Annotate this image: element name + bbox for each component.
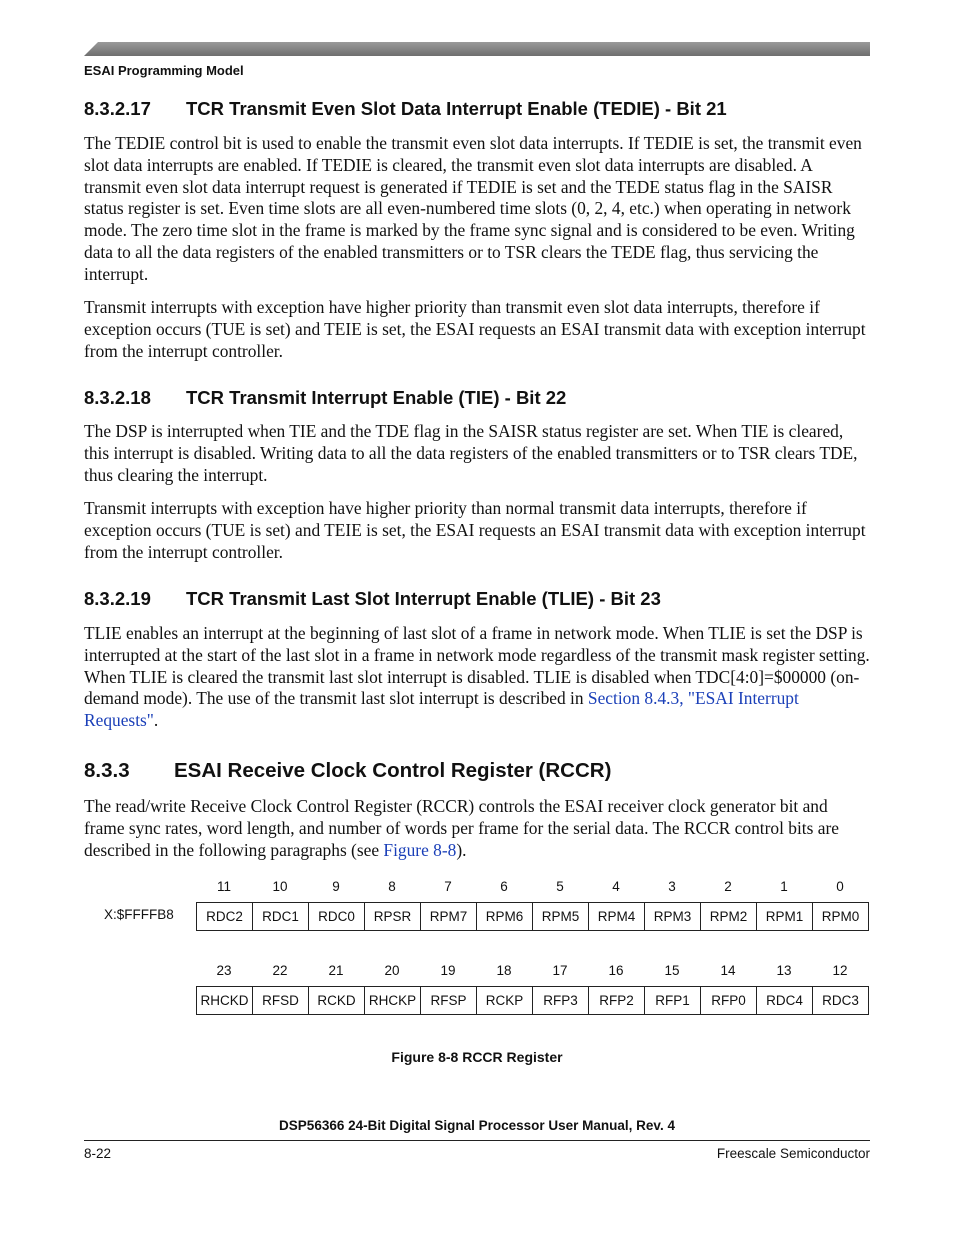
footer-title: DSP56366 24-Bit Digital Signal Processor User Manual, Rev. 4: [279, 1118, 675, 1133]
bit-number: 10: [272, 879, 288, 894]
register-bit-cell: RFP2: [589, 987, 645, 1014]
section-heading-tedie: [84, 98, 727, 120]
page-number: 8-22: [84, 1146, 112, 1161]
register-bit-cell: RDC0: [309, 903, 365, 930]
bit-number: 9: [332, 879, 340, 894]
paragraph: [84, 796, 870, 861]
bit-number: 20: [384, 963, 400, 978]
bit-number: 2: [724, 879, 732, 894]
register-bit-cell: RDC3: [822, 993, 859, 1008]
register-bit-cell: RFP3: [533, 987, 589, 1014]
register-bit-cell: RPM2: [701, 903, 757, 930]
register-bit-cell: RCKD: [309, 987, 365, 1014]
register-bit-cell: RDC2: [197, 903, 253, 930]
register-bit-cell: RFP1: [645, 987, 701, 1014]
register-row-high: [196, 986, 869, 1015]
paragraph: Transmit interrupts with exception have higher priority than normal transmit data interrupts, therefore if exception occurs (TUE is set) and TEIE is set, the ESAI requests an ESAI transmit data with exception interrupt from the interrupt controller.: [84, 498, 866, 562]
bit-number: 4: [612, 879, 620, 894]
section-title: TCR Transmit Even Slot Data Interrupt Enable (TEDIE) - Bit 21: [186, 98, 727, 119]
company-name: Freescale Semiconductor: [716, 1146, 870, 1161]
bit-number: 8: [388, 879, 396, 894]
register-bit-cell: RPM7: [421, 903, 477, 930]
figure-caption: Figure 8-8 RCCR Register: [391, 1049, 563, 1065]
section-number: 8.3.3: [84, 759, 130, 782]
register-bit-cell: RHCKD: [197, 987, 253, 1014]
bit-number: 13: [776, 963, 792, 978]
paragraph-text: The read/write Receive Clock Control Register (RCCR) controls the ESAI receiver clock generator bit and frame sync rates, word length, and number of words per frame for the serial data. The RCCR control bits are described in the following paragraphs (see: [84, 796, 839, 860]
bit-number: 1: [780, 879, 788, 894]
section-title: TCR Transmit Last Slot Interrupt Enable (TLIE) - Bit 23: [186, 588, 661, 609]
register-bit-cell: RPM1: [757, 903, 813, 930]
section-heading-tie: [84, 387, 566, 409]
register-address-label: X:$FFFFB8: [104, 907, 174, 922]
bit-number: 16: [608, 963, 624, 978]
register-bit-cell: RPM6: [477, 903, 533, 930]
bit-number: 5: [556, 879, 564, 894]
register-bit-cell: RDC1: [253, 903, 309, 930]
figure-link[interactable]: Figure 8-8: [383, 839, 457, 860]
bit-number: 3: [668, 879, 676, 894]
paragraph-end: ).: [456, 839, 467, 860]
paragraph-text: TLIE enables an interrupt at the beginning of last slot of a frame in network mode. When TLIE is set the DSP is interrupted at the start of the last slot in a frame in network mode regardless of the transmit mask register setting. When TLIE is cleared the transmit last slot interrupt is disabled. TLIE is disabled when TDC[4:0]=$00000 (on-demand mode). The use of the transmit last slot interrupt is described in: [84, 623, 870, 709]
bit-number: 21: [328, 963, 344, 978]
register-row-low: [196, 902, 869, 931]
section-heading-rccr: [84, 759, 611, 783]
bit-number: 19: [440, 963, 456, 978]
bit-number: 7: [444, 879, 452, 894]
bit-number: 11: [216, 879, 231, 894]
bit-number: 0: [836, 879, 844, 894]
paragraph: Transmit interrupts with exception have higher priority than transmit even slot data interrupts, therefore if exception occurs (TUE is set) and TEIE is set, the ESAI requests an ESAI transmit data with exception interrupt from the interrupt controller.: [84, 297, 866, 361]
section-number: 8.3.2.17: [84, 98, 151, 119]
section-title: ESAI Receive Clock Control Register (RCCR): [174, 759, 612, 782]
bit-number: 22: [272, 963, 288, 978]
section-number: 8.3.2.19: [84, 588, 151, 609]
bit-number: 12: [832, 963, 848, 978]
bit-number: 18: [496, 963, 512, 978]
register-bit-cell: RPM3: [645, 903, 701, 930]
register-bit-cell: RHCKP: [365, 987, 421, 1014]
bit-number: 17: [552, 963, 568, 978]
register-bit-cell: RFSD: [253, 987, 309, 1014]
running-head: ESAI Programming Model: [84, 63, 244, 78]
register-bit-cell: RCKP: [477, 987, 533, 1014]
section-title: TCR Transmit Interrupt Enable (TIE) - Bit 22: [186, 387, 567, 408]
section-link[interactable]: Section 8.4.3, "ESAI Interrupt Requests": [84, 688, 799, 731]
paragraph: [84, 623, 870, 732]
register-bit-cell: RPM4: [589, 903, 645, 930]
register-bit-cell: RPM5: [533, 903, 589, 930]
footer-divider: [84, 1140, 870, 1141]
paragraph-end: .: [153, 710, 159, 731]
register-bit-cell: RPSR: [365, 903, 421, 930]
section-number: 8.3.2.18: [84, 387, 151, 408]
register-bit-cell: RDC4: [757, 987, 813, 1014]
bit-number: 23: [216, 963, 232, 978]
paragraph: The DSP is interrupted when TIE and the TDE flag in the SAISR status register are set. When TIE is cleared, this interrupt is disabled. Writing data to all the data registers of the enabled transmitters or to TSR clears TDE, thus clearing the interrupt.: [84, 421, 858, 485]
register-bit-cell: RPM0: [821, 909, 860, 924]
register-bit-cell: RFP0: [701, 987, 757, 1014]
bit-number: 14: [720, 963, 736, 978]
register-bit-cell: RFSP: [421, 987, 477, 1014]
bit-number: 15: [664, 963, 680, 978]
bit-number: 6: [500, 879, 508, 894]
header-bar: [84, 42, 870, 56]
paragraph: The TEDIE control bit is used to enable the transmit even slot data interrupts. If TEDIE is set, the transmit even slot data interrupts are enabled. If TEDIE is cleared, the transmit even slot data interrupts are disabled. A transmit even slot data interrupt request is generated if TEDIE is set and the TEDE status flag in the SAISR status register is set. Even time slots are all even-numbered time slots (0, 2, 4, etc.) when operating in network mode. The zero time slot in the frame is marked by the frame sync signal and is considered to be even. Writing data to all the data registers of the enabled transmitters or to TSR clears the TEDE flag, thus servicing the interrupt.: [84, 133, 862, 284]
section-heading-tlie: [84, 588, 661, 610]
